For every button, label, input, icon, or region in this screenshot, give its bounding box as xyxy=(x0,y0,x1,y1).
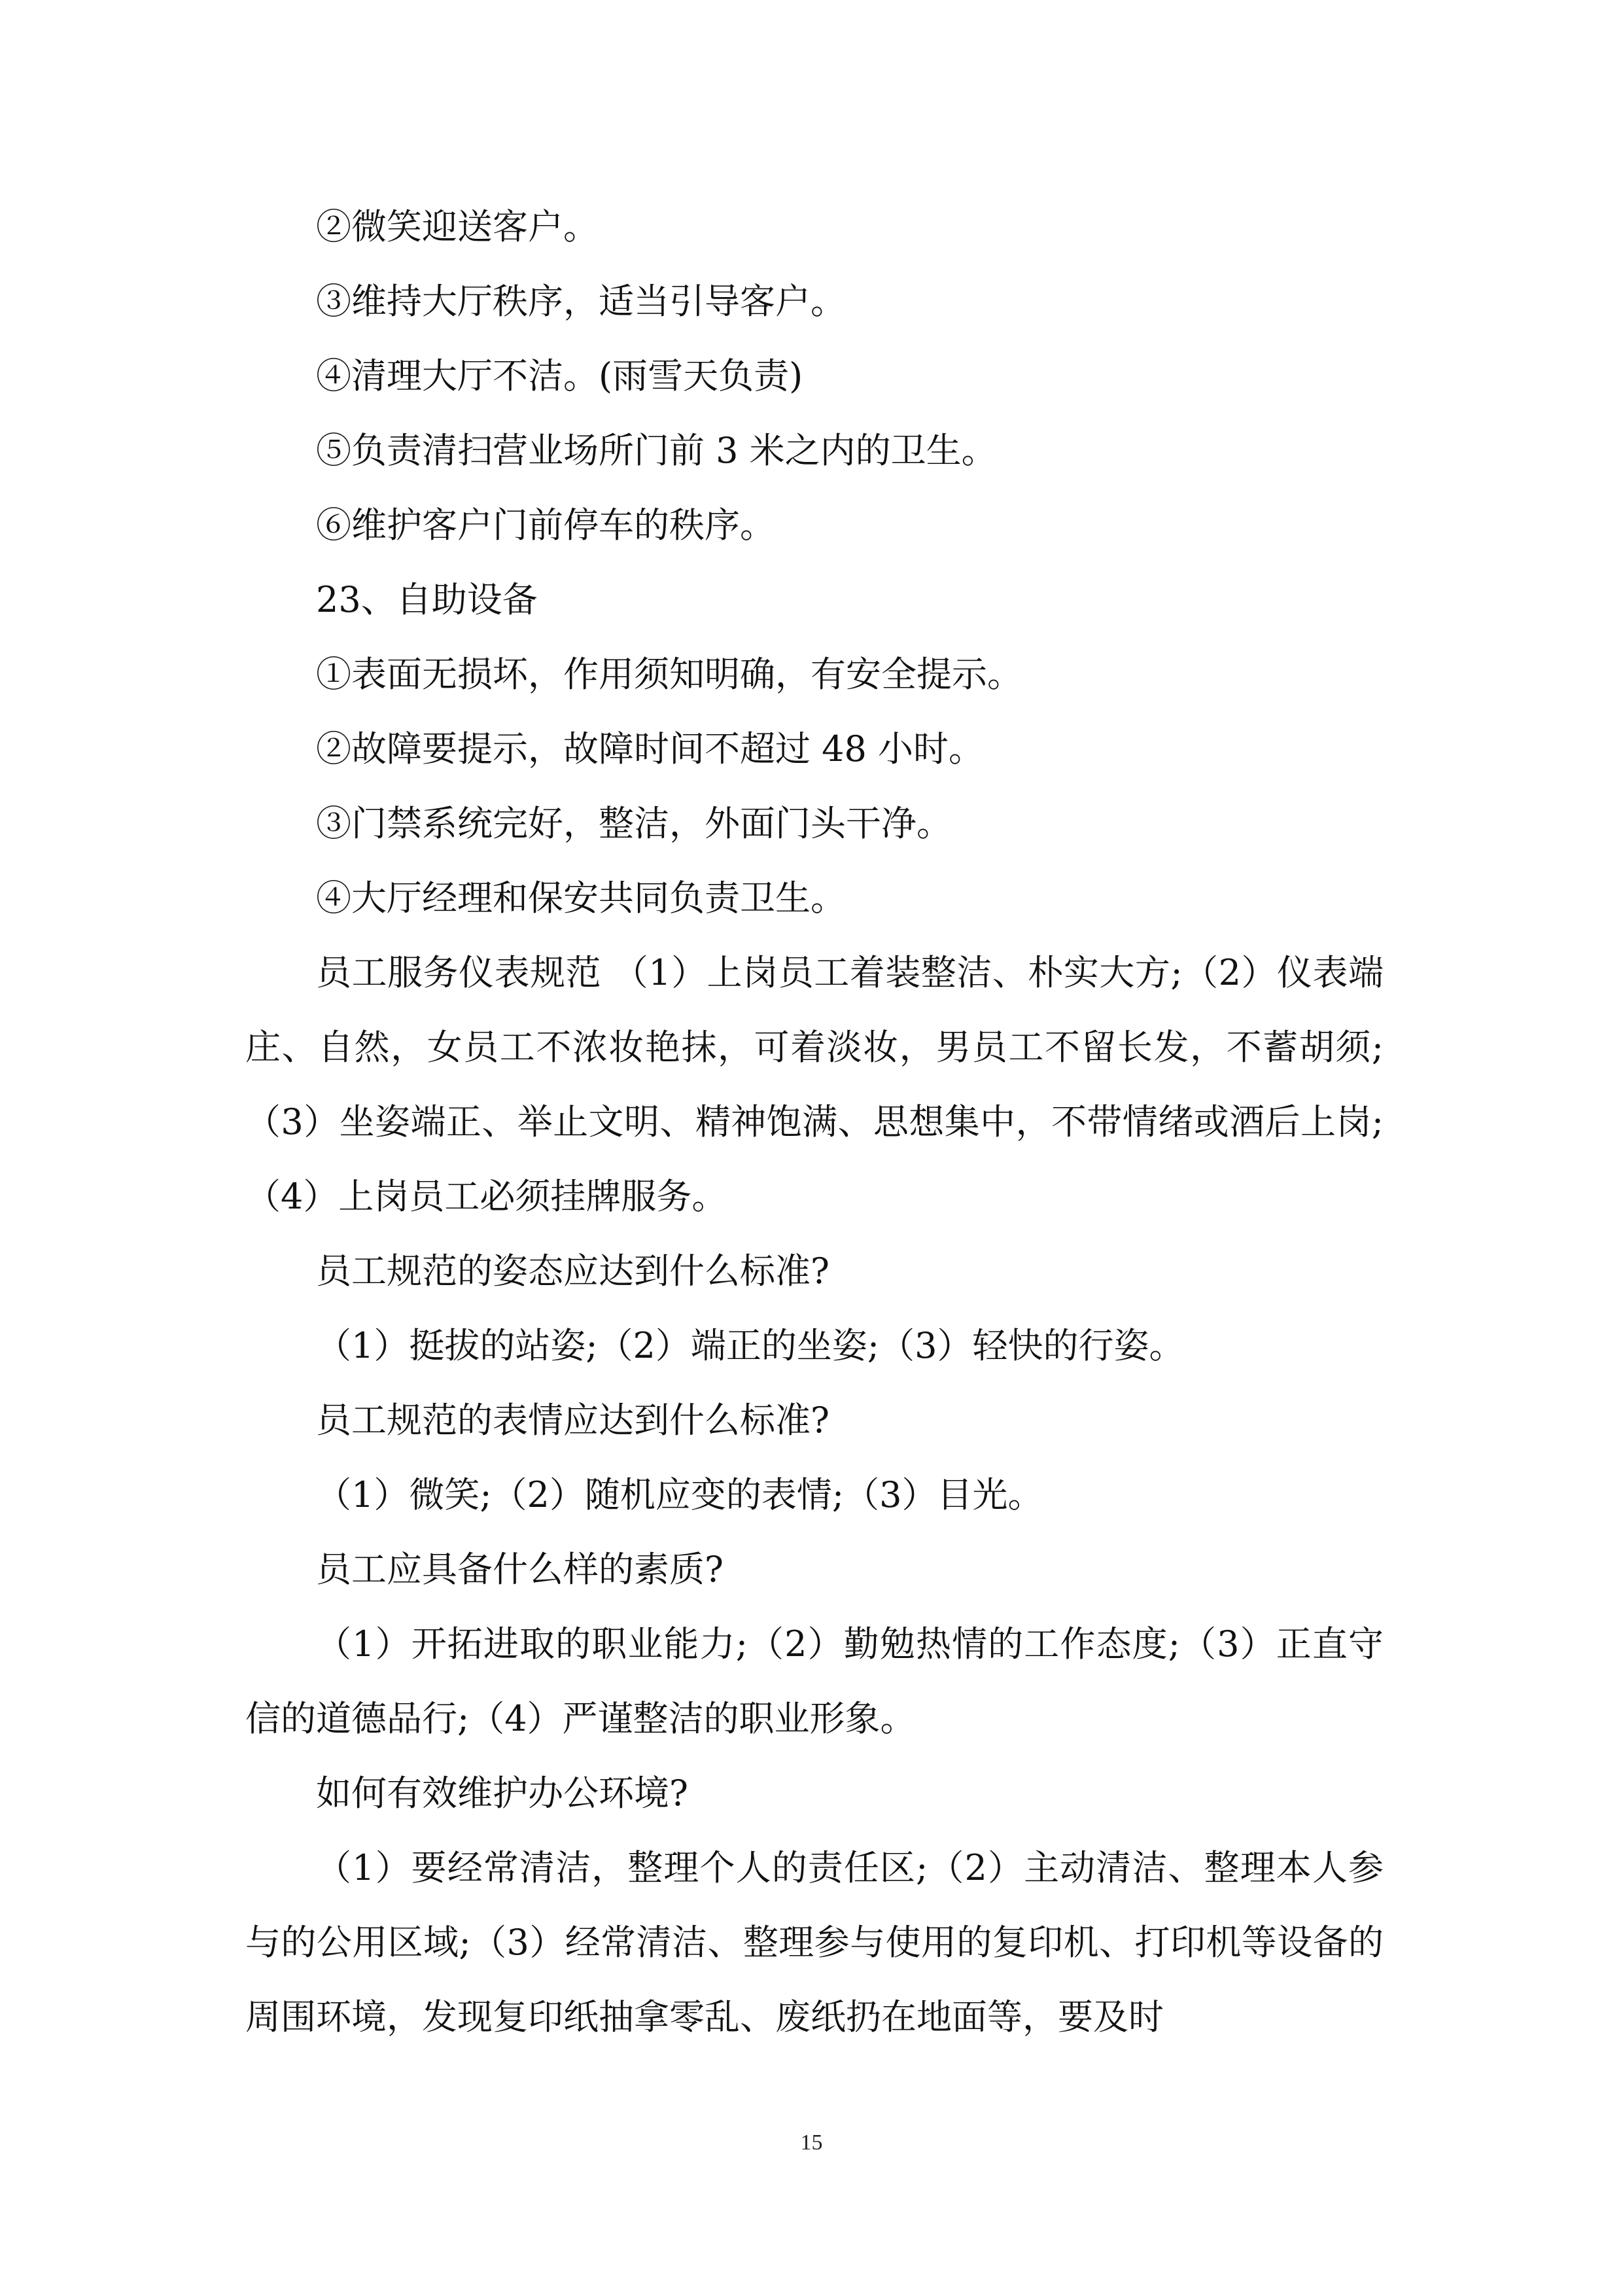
question: 员工规范的表情应达到什么标准? xyxy=(316,1400,829,1441)
list-item: ②故障要提示，故障时间不超过 48 小时。 xyxy=(316,728,985,769)
question: 员工应具备什么样的素质? xyxy=(316,1549,724,1590)
list-item: ④清理大厅不洁。(雨雪天负责) xyxy=(316,355,803,397)
list-item: ②微笑迎送客户。 xyxy=(316,206,599,247)
question: 员工规范的姿态应达到什么标准? xyxy=(316,1250,829,1292)
page-number: 15 xyxy=(800,2130,823,2155)
list-item: ⑥维护客户门前停车的秩序。 xyxy=(316,504,775,546)
list-item: ①表面无损坏，作用须知明确，有安全提示。 xyxy=(316,654,1022,695)
answer: （1）挺拔的站姿;（2）端正的坐姿;（3）轻快的行姿。 xyxy=(316,1325,1185,1366)
section-heading: 23、自助设备 xyxy=(316,579,538,620)
list-item: ③维持大厅秩序，适当引导客户。 xyxy=(316,281,846,322)
list-item: ④大厅经理和保安共同负责卫生。 xyxy=(316,877,846,919)
paragraph: 员工服务仪表规范 （1）上岗员工着装整洁、朴实大方;（2）仪表端庄、自然，女员工不浓妆艳抹，可着淡妆，男员工不留长发，不蓄胡须;（3）坐姿端正、举止文明、精神饱满、思想集中，不带情绪或酒后上岗;（4）上岗员工必须挂牌服务。 xyxy=(245,952,1384,1217)
list-item: ③门禁系统完好，整洁，外面门头干净。 xyxy=(316,803,952,844)
question: 如何有效维护办公环境? xyxy=(316,1773,688,1814)
list-item: ⑤负责清扫营业场所门前 3 米之内的卫生。 xyxy=(316,430,997,471)
answer: （1）微笑;（2）随机应变的表情;（3）目光。 xyxy=(316,1474,1043,1515)
body-text xyxy=(245,190,1384,2055)
answer: （1）开拓进取的职业能力;（2）勤勉热情的工作态度;（3）正直守信的道德品行;（4）严谨整洁的职业形象。 xyxy=(245,1623,1384,1739)
answer: （1）要经常清洁，整理个人的责任区;（2）主动清洁、整理本人参与的公用区域;（3）经常清洁、整理参与使用的复印机、打印机等设备的周围环境，发现复印纸抽拿零乱、废纸扔在地面等，要及时 xyxy=(245,1847,1384,2038)
